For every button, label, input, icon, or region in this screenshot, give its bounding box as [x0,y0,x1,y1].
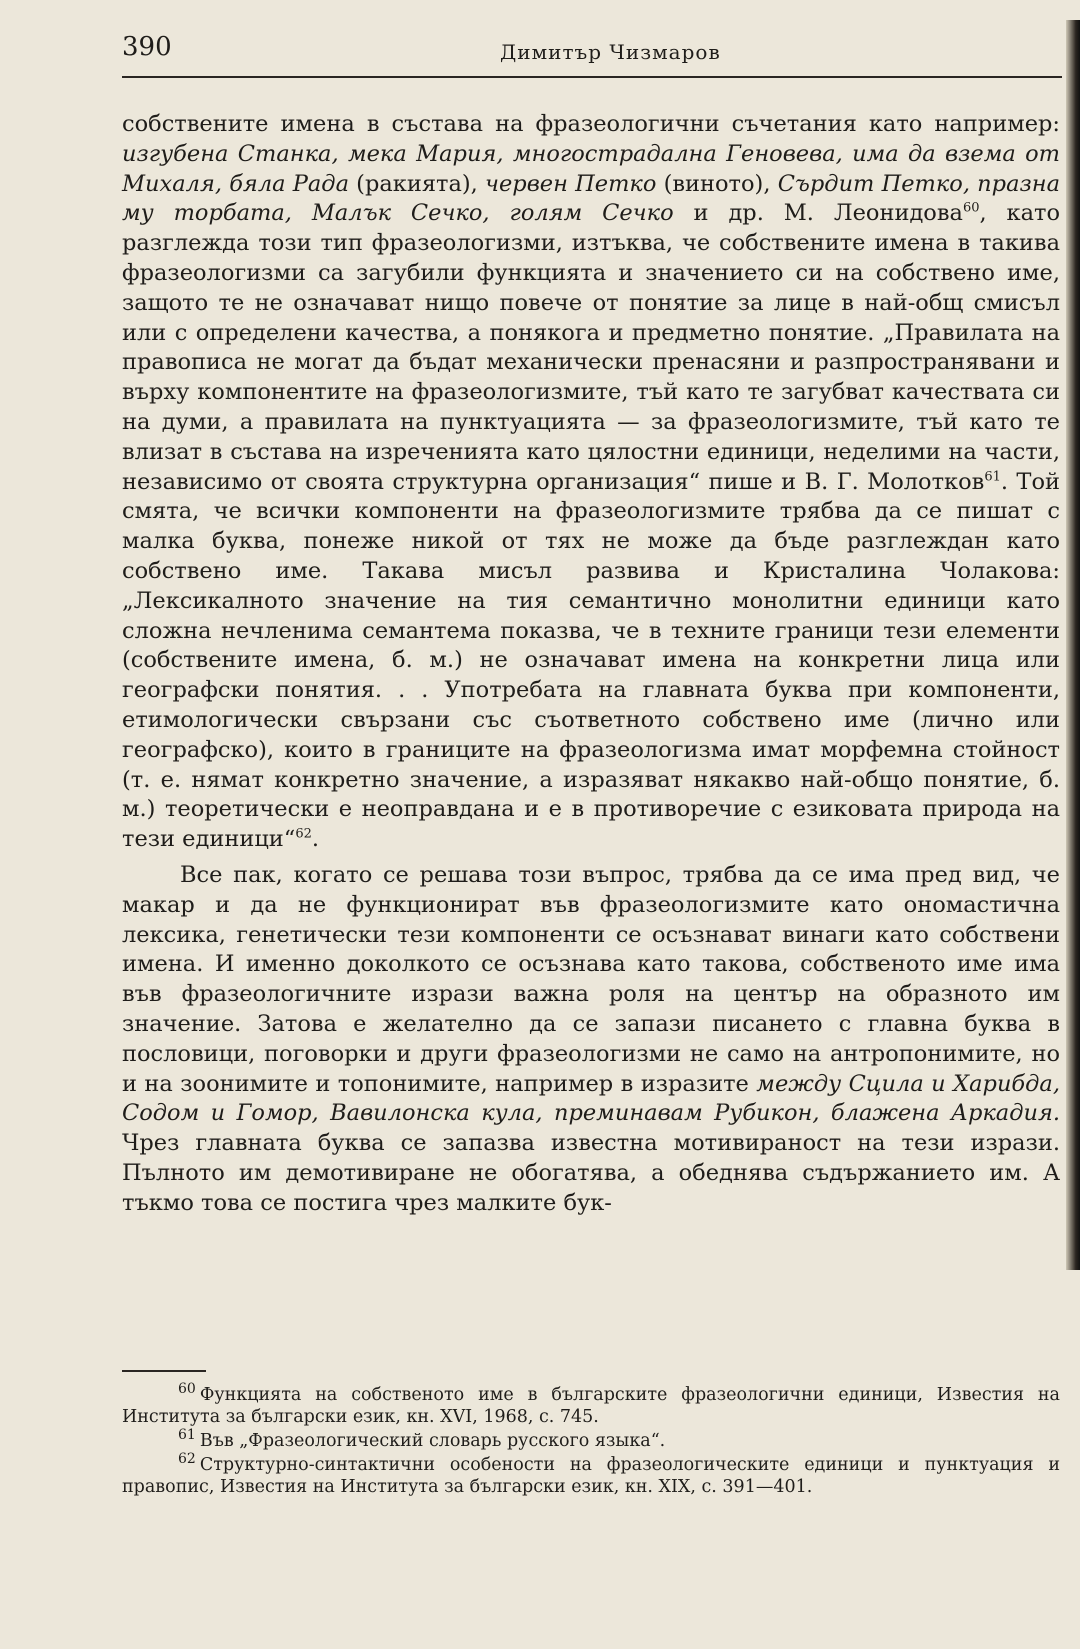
footnote-60: $^{60}$ Функцията на собственото име в българските фразеологични единици, Известия на Института за български език, кн. XVI, 1968, с. 745. [122,1381,1060,1427]
example-phrases-4: между Сцила и Харибда, Содом и Гомор, Вавилонска кула, преминавам Рубикон, блажена Аркадия. [122,1070,1060,1127]
page-header [122,32,1062,78]
page-edge-shadow [1066,20,1080,1270]
footnote-ref-62[interactable]: 62 [295,826,312,842]
footnote-61: $^{61}$ Във „Фразеологический словарь русского языка“. [178,1427,666,1451]
paragraph-2: Все пак, когато се решава този въпрос, трябва да се има пред вид, че макар и да не функционират във фразеологизмите като ономастична лексика, генетически тези компоненти се осъзнават винаги като собствени имена. И именно доколкото се осъзнава като такова, собственото име има във фразеологичните изрази важна роля на център на образното им значение. Затова е желателно да се запази писането с главна буква в пословици, поговорки и други фразеологизми не само на антропонимите, но и на зоонимите и топонимите, например в изразите между Сцила и Харибда, Содом и Гомор, Вавилонска кула, преминавам Рубикон, блажена Аркадия. Чрез главната буква се запазва известна мотивираност на тези изрази. Пълното им демотивиране не обогатява, а обеднява съдържанието им. А тъкмо това се постига чрез малките бук- [122,861,1060,1216]
example-phrases-1: изгубена Станка, мека Мария, многострадална Геновева, има да взема от Михаля, бяла Рада [122,140,1060,197]
footnote-ref-61[interactable]: 61 [984,469,1001,485]
running-title: Димитър Чизмаров [500,40,721,64]
footnote-separator [122,1370,206,1372]
paragraph-1: собствените имена в състава на фразеологични съчетания като например: изгубена Станка, мека Мария, многострадална Геновева, има да взема от Михаля, бяла Рада (ракията), червен Петко (виното), Сърдит Петко, празна му торбата, Малък Сечко, голям Сечко и др. М. Леонидова$^{60}$, като разглежда този тип фразеологизми, изтъква, че собствените имена в такива фразеологизми са загубили функцията и значението си на собствено име, защото те не означават нищо повече от понятие за лице в най-общ смисъл или с определени качества, а понякога и предметно понятие. „Правилата на правописа не могат да бъдат механически пренасяни и разпространявани и върху компонентите на фразеологизмите, тъй като те загубват качествата си на думи, а правилата на пунктуацията — за фразеологизмите, тъй като те влизат в състава на изреченията като цялостни единици, неделими на части, независимо от своята структурна организация“ пише и В. Г. Молотков$^{61}$. Той смята, че всички компоненти на фразеологизмите трябва да се пишат с малка буква, понеже никой от тях не може да бъде разглеждан като собствено име. Такава мисъл развива и Кристалина Чолакова: „Лексикалното значение на тия семантично монолитни единици като сложна нечленима семантема показва, че в техните граници тези елементи (собствените имена, б. м.) не означават имена на конкретни лица или географски понятия. . . Употребата на главната буква при компоненти, етимологически свързани със съответното собствено име (лично или географско), които в границите на фразеологизма имат морфемна стойност (т. е. нямат конкретно значение, а изразяват някакво най-общо понятие, б. м.) теоретически е неоправдана и е в противоречие с езиковата природа на тези единици“$^{62}$. [122,111,1060,853]
example-phrases-3: Сърдит Петко, празна му торбата, Малък Сечко, голям Сечко [122,170,1060,227]
footnote-62: $^{62}$ Структурно-синтактични особености на фразеологическите единици и пунктуация и правопис, Известия на Института за български език, кн. XIX, с. 391—401. [122,1451,1060,1497]
example-phrase-2: червен Петко [485,170,657,197]
main-text [122,110,1060,1218]
page-number: 390 [122,32,172,62]
footnote-ref-60[interactable]: 60 [962,200,980,216]
footnotes [122,1381,1060,1500]
